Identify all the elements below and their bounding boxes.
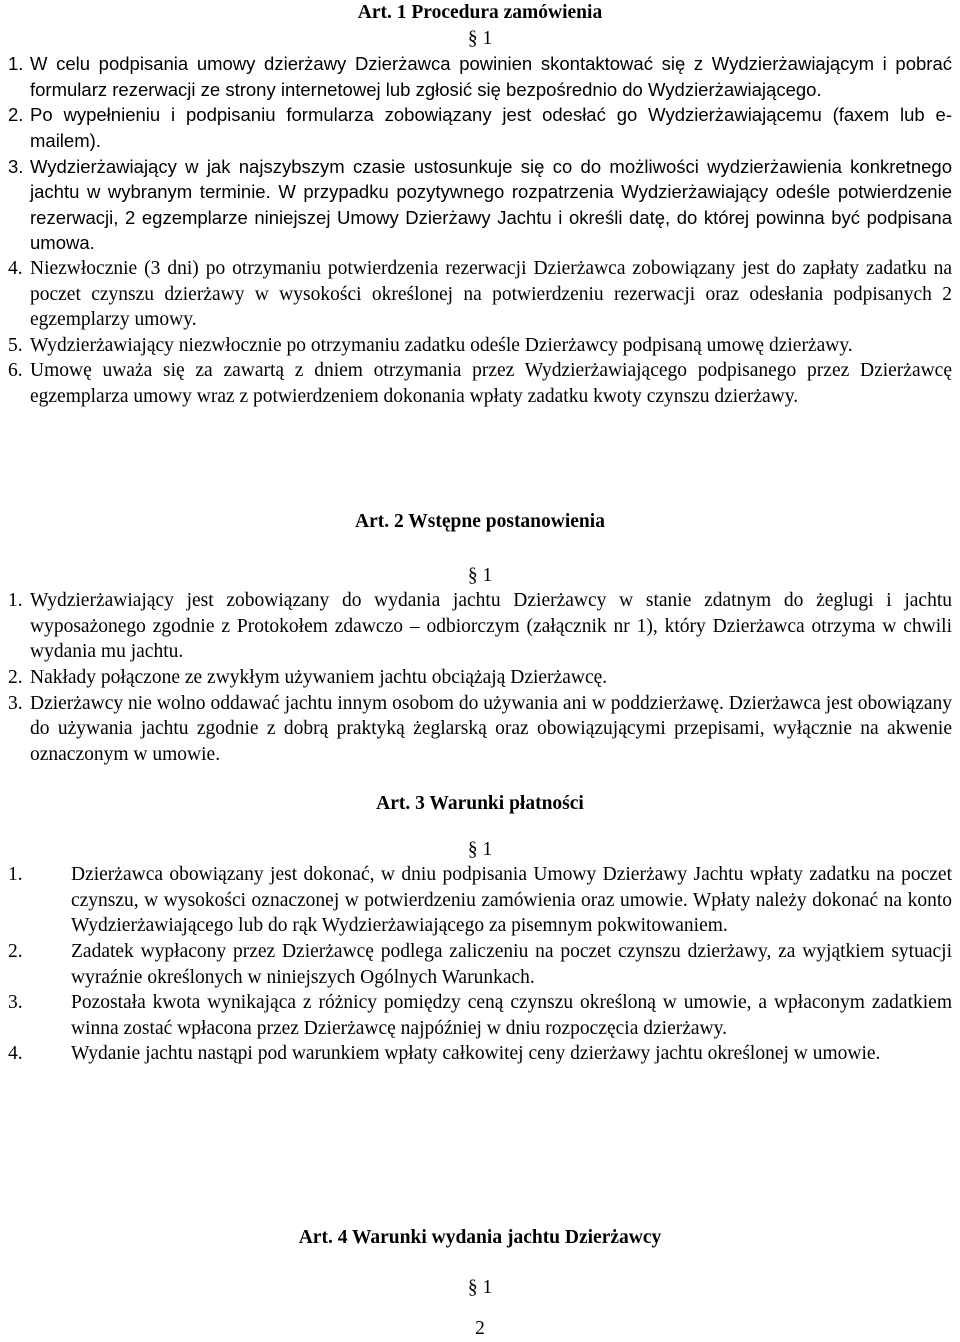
article-2-item-1 xyxy=(8,588,952,665)
article-2 xyxy=(8,509,952,767)
item-number: 4. xyxy=(8,1043,23,1065)
item-number: 1. xyxy=(8,53,24,75)
article-2-item-3 xyxy=(8,691,952,768)
article-3-item-2 xyxy=(8,939,952,990)
article-1-item-4 xyxy=(8,256,952,333)
item-text: Pozostała kwota wynikająca z różnicy pomiędzy ceną czynszu określoną w umowie, a wpłaconym zadatkiem winna zostać wpłacona przez Dzierżawcę najpóźniej w dniu rozpoczęcia dzierżawy. xyxy=(71,992,952,1039)
article-1-item-3 xyxy=(8,154,952,256)
item-number: 6. xyxy=(8,360,23,382)
article-3-paragraph-mark: § 1 xyxy=(467,838,493,860)
item-text: Wydanie jachtu nastąpi pod warunkiem wpłaty całkowitej ceny dzierżawy jachtu określonej w umowie. xyxy=(71,1043,881,1065)
article-2-paragraph-mark: § 1 xyxy=(467,564,493,586)
page-number: 2 xyxy=(475,1318,485,1339)
item-number: 3. xyxy=(8,155,24,177)
article-3-item-1 xyxy=(8,862,952,939)
item-number: 2. xyxy=(8,940,23,962)
item-text: Niezwłocznie (3 dni) po otrzymaniu potwierdzenia rezerwacji Dzierżawca zobowiązany jest do zapłaty zadatku na poczet czynszu dzierżawy w wysokości określonej na potwierdzeniu rezerwacji oraz odesłania podpisanych 2 egzemplarzy umowy. xyxy=(30,257,952,331)
item-number: 5. xyxy=(8,334,23,356)
article-1-paragraph-mark: § 1 xyxy=(467,27,493,49)
item-number: 4. xyxy=(8,257,23,279)
item-number: 2. xyxy=(8,666,23,688)
item-text: Dzierżawcy nie wolno oddawać jachtu innym osobom do używania ani w poddzierżawę. Dzierżawca jest obowiązany do używania jachtu zgodnie z dobrą praktyką żeglarską oraz obowiązującymi przepisami, wyłącznie na akwenie oznaczonym w umowie. xyxy=(30,692,952,765)
article-3-item-4 xyxy=(8,1041,952,1067)
item-text: Po wypełnieniu i podpisaniu formularza zobowiązany jest odesłać go Wydzierżawiającemu (faxem lub e-mailem). xyxy=(30,104,952,151)
article-3 xyxy=(8,791,952,1067)
article-4 xyxy=(8,1225,952,1300)
article-1-item-6 xyxy=(8,358,952,409)
item-number: 3. xyxy=(8,692,23,714)
item-text: Wydzierżawiający w jak najszybszym czasie ustosunkuje się co do możliwości wydzierżawienia konkretnego jachtu w wybranym terminie. W przypadku pozytywnego rozpatrzenia Wydzierżawiający odeśle potwierdzenie rezerwacji, 2 egzemplarze niniejszej Umowy Dzierżawy Jachtu i określi datę, do której powinna być podpisana umowa. xyxy=(30,155,952,254)
item-text: Dzierżawca obowiązany jest dokonać, w dniu podpisania Umowy Dzierżawy Jachtu wpłaty zadatku na poczet czynszu, w wysokości oznaczonej w potwierdzeniu zamówienia oraz umowie. Wpłaty należy dokonać na konto Wydzierżawiającego lub do rąk Wydzierżawiającego za pisemnym pokwitowaniem. xyxy=(71,864,952,937)
item-number: 2. xyxy=(8,104,24,126)
article-4-heading: Art. 4 Warunki wydania jachtu Dzierżawcy xyxy=(298,1227,662,1248)
item-text: Zadatek wypłacony przez Dzierżawcę podlega zaliczeniu na poczet czynszu dzierżawy, za wyjątkiem sytuacji wyraźnie określonych w niniejszych Ogólnych Warunkach. xyxy=(71,940,952,988)
item-number: 1. xyxy=(8,864,23,886)
article-1-heading: Art. 1 Procedura zamówienia xyxy=(357,2,603,23)
item-text: Nakłady połączone ze zwykłym używaniem jachtu obciążają Dzierżawcę. xyxy=(30,666,608,688)
article-4-paragraph-mark: § 1 xyxy=(467,1276,493,1298)
item-number: 3. xyxy=(8,992,23,1014)
article-3-item-3 xyxy=(8,990,952,1041)
item-text: W celu podpisania umowy dzierżawy Dzierżawca powinien skontaktować się z Wydzierżawiającym i pobrać formularz rezerwacji ze strony internetowej lub zgłosić się bezpośrednio do Wydzierżawiającego. xyxy=(30,53,952,100)
article-2-heading: Art. 2 Wstępne postanowienia xyxy=(355,511,605,532)
item-text: Wydzierżawiający jest zobowiązany do wydania jachtu Dzierżawcy w stanie zdatnym do żeglugi i jachtu wyposażonego zgodnie z Protokołem zdawczo – odbiorczym (załącznik nr 1), który Dzierżawca otrzyma w chwili wydania mu jachtu. xyxy=(30,590,952,663)
article-3-heading: Art. 3 Warunki płatności xyxy=(376,793,584,814)
article-1-item-5 xyxy=(8,333,952,359)
article-1 xyxy=(8,0,952,410)
item-number: 1. xyxy=(8,590,23,612)
item-text: Umowę uważa się za zawartą z dniem otrzymania przez Wydzierżawiającego podpisanego przez Dzierżawcę egzemplarza umowy wraz z potwierdzeniem dokonania wpłaty zadatku kwoty czynszu dzierżawy. xyxy=(30,360,952,407)
article-1-item-1 xyxy=(8,51,952,102)
article-2-item-2 xyxy=(8,665,952,691)
item-text: Wydzierżawiający niezwłocznie po otrzymaniu zadatku odeśle Dzierżawcy podpisaną umowę dzierżawy. xyxy=(30,334,853,356)
article-1-item-2 xyxy=(8,102,952,153)
